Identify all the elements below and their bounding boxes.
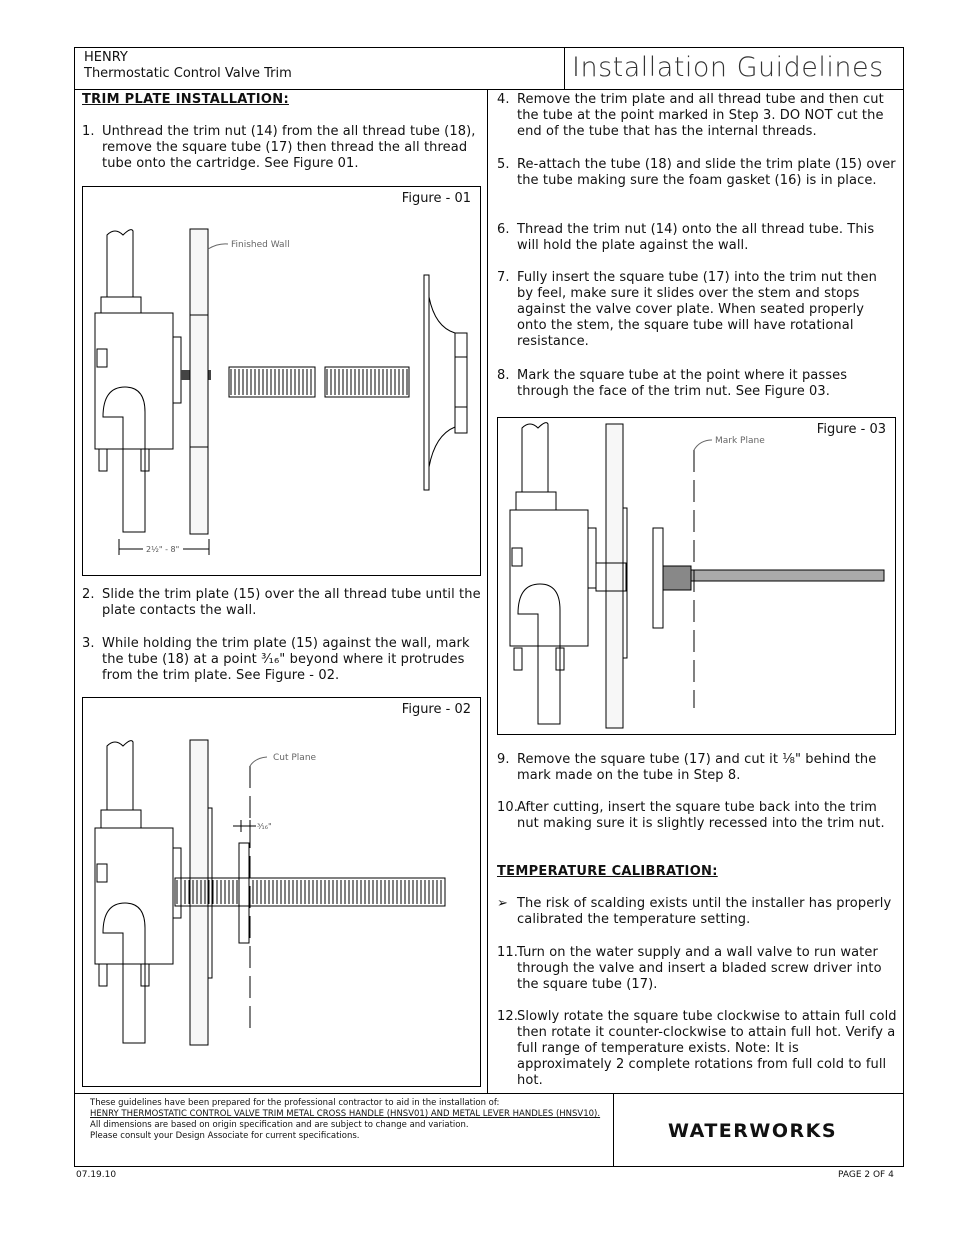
step-text: While holding the trim plate (15) against the wall, mark the tube (18) at a point ³⁄₁₆" beyond where it protrudes from the trim plate. See Figure - 02. bbox=[102, 636, 470, 683]
step-10 bbox=[497, 800, 897, 832]
footer-line-1: These guidelines have been prepared for the professional contractor to aid in the installation of: bbox=[90, 1098, 500, 1108]
step-2 bbox=[82, 587, 482, 619]
step-text: Unthread the trim nut (14) from the all thread tube (18), remove the square tube (17) then thread the all thread tube onto the cartridge. See Figure 01. bbox=[102, 124, 476, 171]
step-number: 6. bbox=[497, 222, 510, 237]
step-1 bbox=[82, 124, 482, 172]
step-text: Slide the trim plate (15) over the all thread tube until the plate contacts the wall. bbox=[102, 587, 481, 618]
step-number: 12. bbox=[497, 1009, 518, 1024]
step-7 bbox=[497, 270, 897, 350]
step-text: After cutting, insert the square tube back into the trim nut making sure it is slightly recessed into the trim nut. bbox=[517, 800, 885, 831]
step-number: 7. bbox=[497, 270, 510, 285]
figure-03 bbox=[497, 417, 896, 735]
waterworks-logo: WATERWORKS bbox=[668, 1120, 838, 1142]
step-text: Remove the trim plate and all thread tube and then cut the tube at the point marked in Step 3. DO NOT cut the end of the tube that has the internal threads. bbox=[517, 92, 884, 139]
step-3 bbox=[82, 636, 482, 684]
step-number: 8. bbox=[497, 368, 510, 383]
step-12 bbox=[497, 1009, 897, 1089]
footer-column-divider bbox=[613, 1093, 614, 1167]
brand-line-2: Thermostatic Control Valve Trim bbox=[84, 66, 292, 81]
step-4 bbox=[497, 92, 897, 140]
section-heading-temperature: TEMPERATURE CALIBRATION: bbox=[497, 864, 718, 879]
step-number: 10. bbox=[497, 800, 518, 815]
figure-01-dimension: 2½" - 8" bbox=[146, 545, 180, 554]
step-text: Re-attach the tube (18) and slide the trim plate (15) over the tube making sure the foam gasket (16) is in place. bbox=[517, 157, 896, 188]
figure-01 bbox=[82, 186, 481, 576]
figure-02-callout: Cut Plane bbox=[273, 753, 317, 763]
warning-text: The risk of scalding exists until the installer has properly calibrated the temperature setting. bbox=[517, 896, 892, 927]
figure-03-label: Figure - 03 bbox=[816, 422, 886, 437]
column-divider bbox=[487, 90, 488, 1093]
step-6 bbox=[497, 222, 897, 254]
step-number: 3. bbox=[82, 636, 95, 651]
footer-divider bbox=[74, 1093, 904, 1094]
step-8 bbox=[497, 368, 897, 400]
section-heading-trim-plate: TRIM PLATE INSTALLATION: bbox=[82, 92, 289, 107]
footer-line-4: Please consult your Design Associate for current specifications. bbox=[90, 1131, 360, 1141]
step-text: Slowly rotate the square tube clockwise to attain full cold then rotate it counter-clockwise to attain full hot. Verify a full range of temperature exists. Note: It is approximately 2 complete rotations from full cold to full hot. bbox=[517, 1009, 897, 1088]
step-text: Fully insert the square tube (17) into the trim nut then by feel, make sure it slides over the stem and stops against the valve cover plate. When seated properly onto the stem, the square tube will have rotational resistance. bbox=[517, 270, 877, 349]
step-11 bbox=[497, 945, 897, 993]
figure-02-drawing bbox=[83, 698, 480, 1086]
step-text: Turn on the water supply and a wall valve to run water through the valve and insert a bladed screw driver into the square tube (17). bbox=[517, 945, 882, 992]
figure-02-dimension: ³⁄₁₆" bbox=[257, 822, 272, 831]
footer-line-2: HENRY THERMOSTATIC CONTROL VALVE TRIM METAL CROSS HANDLE (HNSV01) AND METAL LEVER HANDLES (HNSV10). bbox=[90, 1109, 601, 1119]
step-number: 1. bbox=[82, 124, 95, 139]
product-name bbox=[84, 50, 292, 82]
step-number: 9. bbox=[497, 752, 510, 767]
step-text: Thread the trim nut (14) onto the all thread tube. This will hold the plate against the wall. bbox=[517, 222, 875, 253]
step-9 bbox=[497, 752, 897, 784]
brand-line-1: HENRY bbox=[84, 50, 128, 65]
page-title: Installation Guidelines bbox=[572, 52, 884, 83]
step-number: 11. bbox=[497, 945, 518, 960]
figure-02 bbox=[82, 697, 481, 1087]
figure-02-label: Figure - 02 bbox=[401, 702, 471, 717]
step-text: Remove the square tube (17) and cut it ⅛" behind the mark made on the tube in Step 8. bbox=[517, 752, 877, 783]
figure-01-drawing bbox=[83, 187, 480, 575]
figure-03-drawing bbox=[498, 418, 895, 734]
footer-line-3: All dimensions are based on origin specification and are subject to change and variation. bbox=[90, 1120, 469, 1130]
footer-notes bbox=[90, 1098, 610, 1142]
step-text: Mark the square tube at the point where it passes through the face of the trim nut. See Figure 03. bbox=[517, 368, 848, 399]
step-number: 5. bbox=[497, 157, 510, 172]
document-date: 07.19.10 bbox=[76, 1170, 117, 1180]
page-number: PAGE 2 OF 4 bbox=[838, 1170, 894, 1180]
step-number: 2. bbox=[82, 587, 95, 602]
warning-note bbox=[497, 896, 897, 928]
step-5 bbox=[497, 157, 897, 189]
warning-bullet-icon: ➢ bbox=[497, 896, 508, 911]
figure-01-callout: Finished Wall bbox=[231, 240, 290, 250]
figure-01-label: Figure - 01 bbox=[401, 191, 471, 206]
figure-03-callout: Mark Plane bbox=[715, 436, 765, 446]
step-number: 4. bbox=[497, 92, 510, 107]
